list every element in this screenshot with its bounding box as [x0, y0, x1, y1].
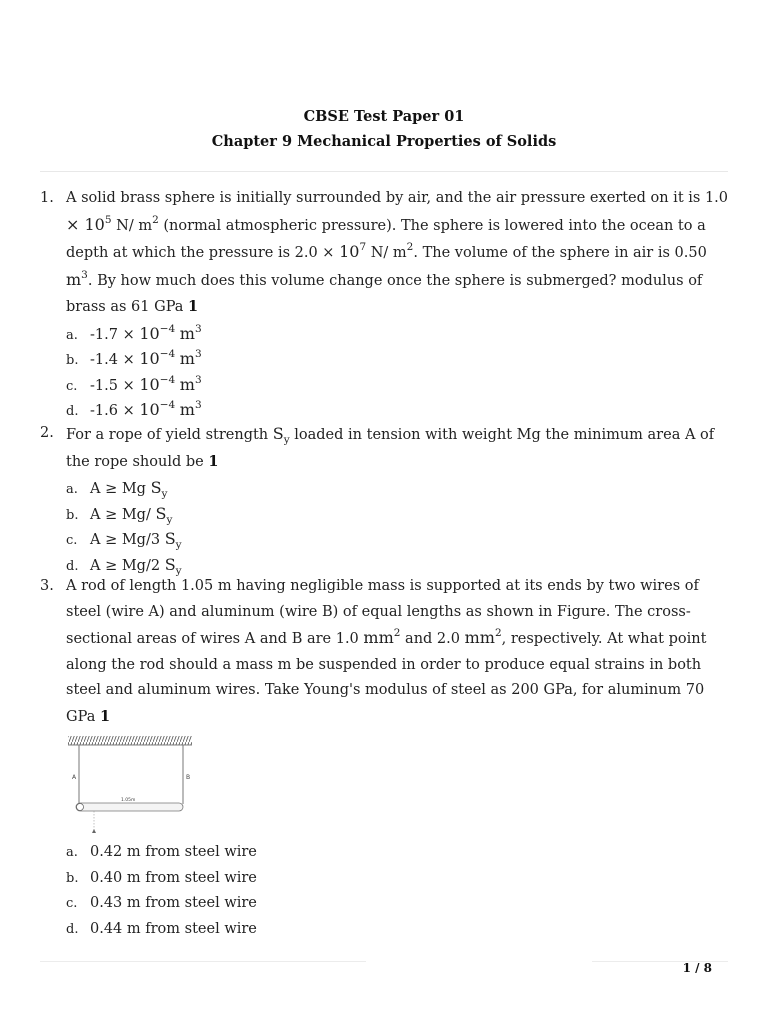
option-b: b. $-1.4 \times 10^{-4}$ $m^3$ — [66, 348, 202, 368]
option-c: c. A ≥ Mg/3 $S_y$ — [66, 529, 182, 551]
rod-length-label: 1.05m — [121, 798, 136, 803]
page-number: 1 / 8 — [682, 961, 712, 975]
option-d: d. A ≥ Mg/2 $S_y$ — [66, 554, 182, 577]
rod-wires-diagram — [66, 734, 196, 838]
label-a: A — [72, 774, 77, 781]
question-number: 1. — [40, 190, 54, 206]
marks: 1 — [99, 707, 111, 725]
options-list — [66, 840, 730, 942]
marks: 1 — [208, 452, 219, 470]
option-a: a. $-1.7 \times 10^{-4}$ $m^3$ — [66, 322, 202, 343]
question-text: A solid brass sphere is initially surrounded by air, and the air pressure exerted on it is $1.0 \times 10^5$ N/ $m^2$ (normal atmospheric pressure). The sphere is lowered into the ocean to a depth at which the pressure is $2.0 \times 10^7$ N/ $m^2$. The volume of the sphere in air is 0.50 $m^3$. By how much does this volume change once the sphere is submerged? modulus of brass as 61 GPa 1 — [66, 190, 729, 315]
question-number: 3. — [40, 578, 54, 594]
ceiling-support — [68, 736, 192, 745]
footer-divider-left — [40, 961, 366, 962]
mass-point-icon — [92, 829, 96, 833]
options-list — [66, 475, 730, 577]
rod-wires-figure — [66, 734, 196, 838]
question-text: A rod of length 1.05 m having negligible mass is supported at its ends by two wires of steel (wire A) and aluminum (wire B) of equal lengths as shown in Figure. The cross-sectional areas of wires A and B are 1.0 $mm^2$ and 2.0 $mm^2$, respectively. At what point along the rod should a mass m be suspended in order to produce equal strains in both steel and aluminum wires. Take Young's modulus of steel as 200 GPa, for aluminum 70 GPa 1 — [66, 578, 707, 725]
question-text: For a rope of yield strength $S_y$ loaded in tension with weight Mg the minimum area A of the rope should be 1 — [66, 424, 715, 470]
option-c: c. $-1.5 \times 10^{-4}$ $m^3$ — [66, 373, 202, 394]
paper-title: CBSE Test Paper 01 — [303, 108, 465, 125]
option-a: a. 0.42 m from steel wire — [66, 844, 257, 860]
option-c: c. 0.43 m from steel wire — [66, 895, 257, 911]
header-divider — [40, 171, 728, 172]
rod — [76, 803, 183, 811]
options-list — [66, 321, 730, 423]
option-a: a. A ≥ Mg $S_y$ — [66, 478, 168, 500]
question-1 — [40, 186, 730, 423]
option-b: b. A ≥ Mg/ $S_y$ — [66, 503, 173, 526]
question-3 — [40, 574, 730, 942]
option-d: d. $-1.6 \times 10^{-4}$ $m^3$ — [66, 399, 202, 419]
marks: 1 — [188, 298, 199, 315]
question-number: 2. — [40, 425, 54, 441]
question-2 — [40, 421, 730, 577]
option-d: d. 0.44 m from steel wire — [66, 920, 257, 937]
chapter-title: Chapter 9 Mechanical Properties of Solids — [211, 133, 557, 150]
option-b: b. 0.40 m from steel wire — [66, 869, 257, 886]
label-b: B — [186, 774, 191, 781]
